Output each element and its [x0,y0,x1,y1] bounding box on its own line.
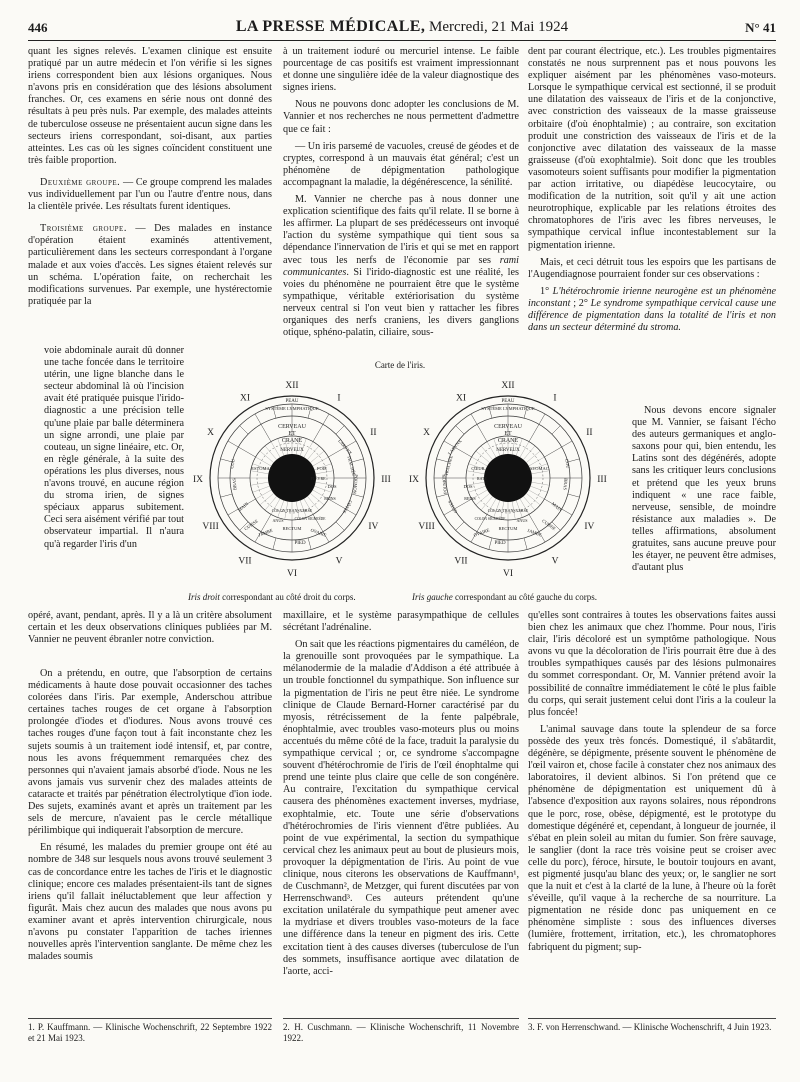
caption-text: correspondant au côté gauche du corps. [452,592,597,602]
inner-radial-line [310,493,324,505]
region-label-skull: CRANE [281,438,303,444]
inner-radial-line [526,493,540,505]
inner-radial-line [265,446,277,460]
region-label-kidneys: REINS [464,496,476,501]
figure-title: Carte de l'iris. [374,360,426,370]
region-label-pleura: PLÈVRE [310,476,326,481]
inner-radial-line [532,471,550,474]
hour-label: X [207,428,215,438]
region-label-spleen: RATE [477,476,487,481]
region-label-skull: CRANE [497,438,519,444]
region-label-leg: JAMBE [526,527,543,538]
region-label-back: DOS [463,484,473,489]
inner-radial-line [260,493,274,505]
hour-label: V [551,556,559,567]
region-label-sigmoid: COLON SIGMOÏDE [474,517,506,521]
inner-radial-line [529,457,545,466]
paragraph: On a prétendu, en outre, que l'absorption de certains médicaments à haute dose pouvait occasionner des taches colorées dans l'iris. Par exemple, Anderschou attribue certaines taches rouges de cet organe à l'absorption prolongée d'iodes et d'iodures. Nous avons trouvé ces taches rouges d'une façon tout à fait inconstante chez les sujets soumis à un traitement iodé intensif, et, par contre, nous les avons fréquemment remarquées chez des personnes qui n'avaient jamais absorbé d'iode. Nous ne les avons jamais vus survenir chez des malades atteints de cataracte et traités par pénétration électrolytique d'ion iode. Des sujets, examinés avant et après un traitement par les sels de mercure, n'avaient pas le cercle métallique périlimbique qui indiquerait l'absorption de mercure. [28,668,272,837]
hour-label: VI [286,569,298,579]
inner-radial-line [253,486,270,492]
region-label-ribs: CÔTES [446,499,459,515]
region-label-larynx: LARYNX [337,438,354,456]
region-label-lymphatic: SYSTÈME LYMPHATIQUE [265,406,319,411]
region-label-and: ET [288,431,296,437]
sector-divider [456,426,464,434]
inner-radial-line [476,493,490,505]
inner-radial-line [251,471,269,474]
hour-label: VIII [418,522,435,532]
region-label-stomach: ESTOMAC [527,466,549,471]
column-1-narrow [44,345,184,609]
column-2-bottom [283,610,519,1015]
paragraph: Nous devons encore signaler que M. Vannier, se faisant l'écho des auteurs germaniques et anglo-saxons pour qui, bien entendu, les Latins sont des dégénérés, adopte sans les critiquer leurs conclusions et prétend que les yeux bruns indiquent « une race faible, nerveuse, sensible, de moindre résistance aux maladies ». De telles affirmations, absolument gratuites, sans aucune preuve pour les étayer, ne peuvent être admises, d'autant plus [632,405,776,574]
paragraph: à un traitement ioduré ou mercuriel intense. Le faible pourcentage de cas positifs est vraiment impressionnant et donne une singulière idée de la valeur diagnostique des signes iriens. [283,46,519,94]
region-label-larynx: LARYNX [446,438,463,456]
region-label-lung: POUMON [441,474,448,495]
inner-radial-line [481,446,493,460]
sector-divider [568,494,580,497]
hour-label: XI [239,393,251,404]
footnote-2: 2. H. Cuschmann. — Klinische Wochenschrift, 11 Novembre 1922. [283,1022,519,1043]
hour-label: IX [192,475,204,485]
inner-radial-line [271,442,280,458]
paragraph: voie abdominale aurait dû donner une tache foncée dans le territoire utérin, une ligne blanche dans le secteur abdominal là où l'incision avait été pratiquée puisque l'irido-diagnostic a une précision telle qu'une plaie par balle déterminera un signe arrondi, une plaie par couteau, un signe linéaire, etc. Or, en règle générale, à la suite des opérations les plus diverses, nous n'avons trouvé, en aucune région du stroma irien, de signes spéciaux apparus subitement. Ceci sera aisément vérifié par tout observateur impartial. Il n'aura qu'à regarder l'iris d'un [44,345,184,550]
paragraph: Nous ne pouvons donc adopter les conclusions de M. Vannier et nos recherches ne nous permettent d'admettre que ce fait : [283,99,519,135]
region-label-nervous: NERVEUX [280,448,304,453]
hour-label: VII [238,556,252,567]
paragraph: En résumé, les malades du premier groupe ont été au nombre de 348 sur lesquels nous avons trouvé seulement 3 cas de concordance entre les taches de l'iris et le diagnostic clinique; encore ces malades présentaient-ils tant de signes iriens qu'il fallait inéluctablement que leur affection y figurât. Mais chez aucun des malades que nous avons pu examiner avant et après intervention chirurgicale, nous n'avons pu constater l'apparition de taches iriennes nouvelles après l'intervention sanglante. De même chez les malades soumis [28,842,272,963]
header-rule [28,40,776,41]
sector-divider [336,522,344,530]
paragraph-group-3 [28,223,272,308]
hour-label: IV [584,522,595,532]
sector-divider [240,426,248,434]
inner-radial-line [476,451,490,463]
inner-radial-line [307,446,319,460]
inner-radial-line [313,457,329,466]
group-3-text: — Des malades en instance d'opération étaient examinés attentivement, particulièrement dans les secteurs correspondant à l'organe malade et aux voies d'accès. Les signes étaient relevés sur un schéma. L'opération faite, on recherchait les modifications survenues. Par exemple, une hystérectomie pratiquée par la [28,223,272,307]
region-label-thigh: CUISSE [541,518,557,532]
emphasis: L'hétérochromie irienne neurogène est un phénomène inconstant [528,285,776,309]
region-label-ovary: OVAIRE [309,527,328,538]
inner-radial-line [529,490,545,499]
inner-radial-line [526,451,540,463]
caption-emphasis: Iris gauche [412,592,453,602]
region-label-arm: BRAS [562,478,569,491]
sector-divider [456,522,464,530]
journal-name: LA PRESSE MÉDICALE, [235,18,426,35]
paragraph: quant les signes relevés. L'examen clinique est ensuite pratiqué par un autre médecin et l'on vérifie si les signes iriens correspondent bien aux lésions organiques. Nous n'avons pris en considération que des lésions absolument franches. Or, ces examens en série nous ont donné des résultats à peu près nuls. Par exemple, des malades atteints de tuberculose osseuse ne présentaient aucun signe dans les secteurs iriens correspondant, soi-disant, aux parties atteintes. Les cas où les signes coïncident constituent une très faible proportion. [28,46,272,166]
iris-diagrams [188,368,612,593]
region-label-ovary: OVAIRE [472,527,491,538]
region-label-skin: PEAU [285,399,299,404]
caption-left-iris [412,592,597,602]
region-label-lymphatic: SYSTÈME LYMPHATIQUE [481,406,535,411]
iris-map-figure [188,360,612,600]
region-label-neck: COU [229,458,236,469]
region-label-hand: MAIN [236,501,250,513]
sector-divider [255,414,271,442]
hour-label: VI [502,569,514,579]
latin-term: rami communicantes [283,254,519,278]
region-label-skin: PEAU [501,399,515,404]
region-label-colon: COLON TRANSVERSE [487,508,529,513]
region-label-ribs: CÔTES [341,499,354,515]
inner-radial-line [531,486,548,492]
column-1-after-figure [28,610,272,658]
region-label-stomach: ESTOMAC [251,466,273,471]
region-label-sigmoid: COLON SIGMOÏDE [294,517,326,521]
hour-label: XII [285,381,299,391]
region-label-kidneys: REINS [324,496,336,501]
group-2-text: — Ce groupe comprend les malades vus individuellement par l'un ou l'autre d'entre nous, dans la clientèle privée. Les résultats furent identiques. [28,176,272,213]
pupil [484,454,532,502]
sector-divider [336,426,344,434]
paragraph: Mais, et ceci détruit tous les espoirs que les partisans de l'Augendiagnose pourraient fonder sur ces observations : [528,256,776,280]
footnote-rule [528,1018,776,1019]
issue-date: Mercredi, 21 Mai 1924 [429,19,569,35]
region-label-foot: PIED [494,541,506,546]
column-3-bottom [528,610,776,1015]
region-label-rectum: RECTUM [282,526,302,531]
pupil [268,454,316,502]
region-label-nervous: NERVEUX [496,448,520,453]
hour-label: X [423,428,431,438]
footnote-3: 3. F. von Herrenschwand. — Klinische Wochenschrift, 4 Juin 1923. [528,1022,772,1032]
inner-radial-line [520,442,529,458]
inner-radial-line [467,471,485,474]
hour-label: IX [408,475,420,485]
inner-radial-line [256,457,272,466]
text: . Si l'irido-diagnostic est une réalité, les voies du phénomène ne pourraient être que le système sympathique, véritable extériorisation du système nerveux central si l'on veut bien y rattacher les fibres organiques des nerfs craniens, les divers ganglions otique, sphéno-palatin, ciliaire, sous- [283,266,519,339]
region-label-anus: ANUS [516,518,528,523]
sector-divider [471,414,487,442]
hour-label: III [597,475,607,485]
emphasis: Le syndrome sympathique cervical cause une différence de pigmentation dans la totalité de l'iris et non dans un secteur déterminé du stroma. [528,297,776,334]
inner-radial-line [304,442,313,458]
page-header [28,18,776,40]
paragraph: On sait que les réactions pigmentaires du caméléon, de la grenouille sont provoquées par le sympathique. La mélanodermie de la maladie d'Addison a été attribuée à un trouble fonctionnel du sympathique. Son influence sur la pigmentation de l'iris ne peut être niée. Le syndrome clinique de Claude Bernard-Horner caractérisé par du myosis, rétrécissement de la fente palpébrale, énophtalmie, avec troubles vaso-moteurs plus ou moins accentués du même côté de la face, traduit la paralysie du sympathique cervical ; or, ce syndrome s'accompagne souvent d'hétérochromie de l'iris de l'œil énophtalme qui prend une teinte plus claire que celle de son congénère. Au contraire, l'excitation du sympathique cervical causera des phénomènes exactement inverses, mydriase, exophtalmie, etc. Toute une série d'observations d'hétérochromies de l'iris viennent d'être publiées. Au point de vue expérimental, la section du sympathique cervical chez les animaux peut au bout de plusieurs mois, provoquer la dépigmentation de l'iris. Au point de vue clinique, nous citerons les observations de Kauffmann¹, de Cuschmann², de Metzger, qui furent discutées par von Herrenschwand³. Ces auteurs prétendent qu'une excitation unilatérale du sympathique peut amener avec la mydriase et divers troubles vaso-moteurs de la face une différence dans la teneur en pigment des iris. Cette excitation tient à des causes diverses (tuberculose de l'un des sommets, insuffisance aortique avec dilatation de l'aorte, acci- [283,639,519,977]
inner-radial-line [260,451,274,463]
text: ; 2° [570,297,591,309]
region-label-anus: ANUS [272,518,284,523]
hour-label: VIII [202,522,219,532]
paragraph [283,194,519,339]
region-label-back: DOS [327,484,337,489]
caption-right-iris [188,592,356,602]
column-1-top [28,46,272,344]
inner-radial-line [472,457,488,466]
paragraph: L'animal sauvage dans toute la splendeur de sa force possède des yeux très foncés. Domestiqué, il s'abâtardit, dégénère, se dépigmente, présente souvent le phénomène de l'œil vairon et, chose facile à constater chez nos animaux des laboratoires, il devient albinos. Si l'on prétend que ce phénomène de dépigmentation est uniquement dû à l'absence d'exposition aux rayons solaires, nous répondrons que le porc, rose, obèse, dépigmenté, est le prototype du domestique dégénéré et, cependant, à longueur de journée, il s'ébat en plein soleil au mitan du fumier. Son frère sauvage, le sanglier (dont la race très voisine peut se croiser avec celle du porc), féroce, hirsute, le boutoir toujours en avant, est pigmenté jusqu'au blanc des yeux; or, le sanglier ne sort que la nuit et c'est à la clarté de la lune, à l'heure où la forêt s'éveille, qu'il vaque à la recherche de sa nourriture. La pigmentation ne réside donc pas uniquement en ce phénomène simpliste : sous des influences diverses (lumière, frottement, irritation, etc.), les chromatophores fabriquent du pigment; sup- [528,723,776,953]
hour-label: XI [455,393,467,404]
text: M. Vannier ne cherche pas à nous donner une explication scientifique des faits qu'il relate. Il se borne à les affirmer. La plupart de ses prédécesseurs ont invoqué l'action du système sympathique qui tient sous sa dépendance l'innervation de l'iris et qui se met en rapport avec tous les nerfs de l'économie par ses [283,194,519,266]
hour-label: II [586,428,593,438]
region-label-brain: CERVEAU [494,424,522,430]
inner-radial-line [487,442,496,458]
inner-radial-line [532,482,550,485]
sector-divider [529,414,545,442]
region-label-arm: BRAS [231,478,238,491]
paragraph: qu'elles sont contraires à toutes les observations faites aussi bien chez les animaux que chez l'homme. Pour nous, l'iris clair, l'iris décoloré est un symptôme pathologique. Nous avons vu que la décoloration de l'iris pourrait être due à des troubles sympathiques causés par des lésions pulmonaires du sommet correspondant. Or, M. Vannier prétend avoir la possibilité de connaître immédiatement le côté le plus faible du corps, qui serait justement celui dont l'iris a la couleur la plus foncée! [528,610,776,718]
region-label-and: ET [504,431,512,437]
page-number: 446 [28,20,48,35]
region-label-trachea: TRACHÉE [346,454,357,477]
region-label-leg: JAMBE [257,527,274,538]
text: 1° [540,285,553,297]
region-label-rectum: RECTUM [498,526,518,531]
region-label-lung: POUMON [352,474,359,495]
paragraph: dent par courant électrique, etc.). Les troubles pigmentaires constatés ne nous surprennent pas et nous pouvons les expliquer aisément par les phénomènes vaso-moteurs. Lorsque le sympathique cervical est sectionné, il se produit une dilatation des vaisseaux de l'iris et de la conjonctive, avec constriction des vaisseaux de la masse graisseuse orbitaire (d'où énophtalmie) ; au contraire, son excitation produit une constriction des vaisseaux de l'iris et de la conjonctive avec dilatation des vaisseaux de la masse graisseuse (d'où exophtalmie). Soit donc que les troubles vasomoteurs soient suffisants pour modifier la pigmentation par action irritative, ou diapédèse leucocytaire, ou modification de la nutrition, soit qu'il y ait une action neurotrophique, explicable par les relations étroites des chromatophores de l'iris avec les fibres nerveuses, le sympathique cervical influe incontestablement sur la pigmentation irienne. [528,46,776,251]
hour-label: VII [454,556,468,567]
hour-label: I [337,393,341,404]
journal-title [28,18,776,36]
paragraph: maxillaire, et le système parasympathique de cellules sécrétant l'adrénaline. [283,610,519,634]
region-label-neck: COU [564,458,571,469]
caption-emphasis: Iris droit [188,592,220,602]
sector-divider [489,538,492,550]
region-label-colon: COLON TRANSVERSE [271,508,313,513]
column-2-top [283,46,519,348]
region-label-trachea: TRACHÉE [443,454,454,477]
inner-radial-line [316,471,334,474]
sector-divider [544,441,572,457]
sector-divider [352,494,364,497]
hour-label: II [370,428,377,438]
sector-divider [308,538,311,550]
inner-radial-line [310,451,324,463]
paragraph: — Un iris parsemé de vacuoles, creusé de géodes et de cryptes, correspond à un mauvais état général; c'est un phénomène de dépigmentation pathologique accompagnant la maladie, la dégénérescence, la sénilité. [283,140,519,188]
column-1-bottom [28,668,272,1013]
group-3-label: Troisième groupe. [40,223,127,235]
sector-divider [524,538,527,550]
region-label-brain: CERVEAU [278,424,306,430]
region-label-foot: PIED [294,541,306,546]
region-label-hand: MAIN [550,501,564,513]
group-2-label: Deuxième groupe. [40,176,121,188]
sector-divider [313,414,329,442]
hour-label: XII [501,381,515,391]
sector-divider [221,494,233,497]
sector-divider [552,426,560,434]
sector-divider [228,441,256,457]
region-label-heart: CŒUR [471,466,485,471]
hour-label: III [381,475,391,485]
region-label-liver: FOIE [317,466,327,471]
paragraph [528,286,776,334]
inner-radial-line [256,490,272,499]
footnote-rule [28,1018,272,1019]
caption-text: correspondant au côté droit du corps. [219,592,356,602]
inner-radial-line [251,482,269,485]
column-3-top [528,46,776,366]
region-label-thigh: CUISSE [243,518,259,532]
footnote-rule [283,1018,519,1019]
paragraph-group-2 [28,177,272,213]
sector-divider [273,538,276,550]
hour-label: V [335,556,343,567]
paragraph: opéré, avant, pendant, après. Il y a là un critère absolument certain et les deux observations cliniques publiées par M. Vannier ne peuvent ébranler notre conviction. [28,610,272,646]
column-3-narrow [632,405,776,611]
inner-radial-line [523,446,535,460]
hour-label: I [553,393,557,404]
footnote-1: 1. P. Kauffmann. — Klinische Wochenschrift, 22 Septembre 1922 et 21 Mai 1923. [28,1022,272,1043]
hour-label: IV [368,522,379,532]
issue-number: N° 41 [745,20,776,35]
